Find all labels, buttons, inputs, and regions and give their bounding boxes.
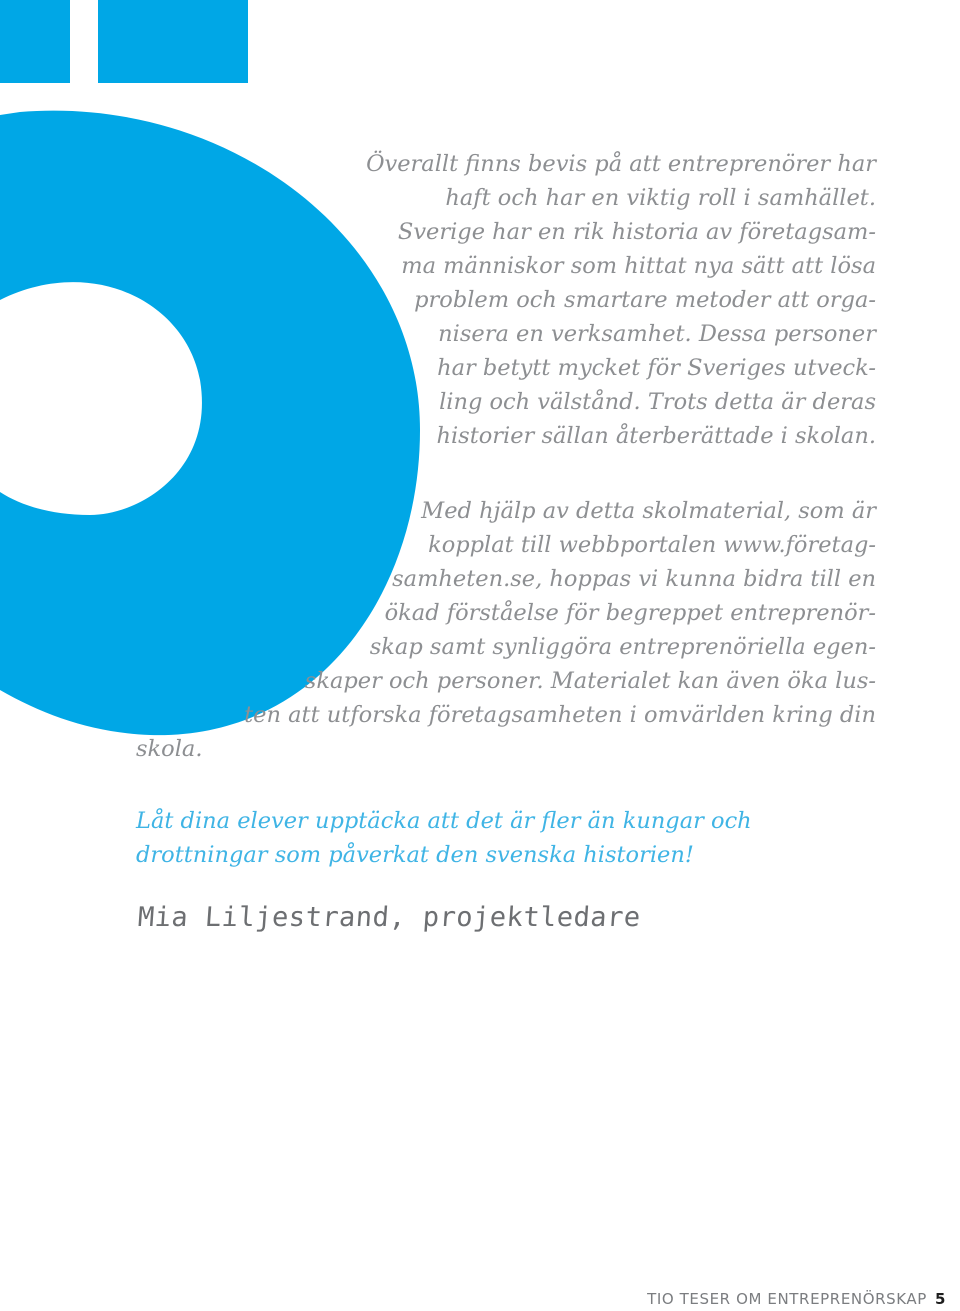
body-line: ten att utforska företagsamheten i omvärlden kring din [244,702,876,728]
body-line: skola. [136,736,203,762]
intro-paragraph [0,147,876,457]
page-number: 5 [934,1290,946,1308]
page-footer [647,1290,946,1308]
intro-line: problem och smartare metoder att orga- [414,287,876,313]
signature: Mia Liljestrand, projektledare [136,902,642,933]
callout-line: Låt dina elever upptäcka att det är fler än kungar och [136,808,752,834]
body-line: samheten.se, hoppas vi kunna bidra till en [392,566,876,592]
body-line: kopplat till webbportalen www.företag- [428,532,876,558]
umlaut-dot-left [0,0,70,83]
intro-line: har betytt mycket för Sveriges utveck- [437,355,876,381]
body-line: Med hjälp av detta skolmaterial, som är [421,498,876,524]
umlaut-dot-right [98,0,248,83]
intro-line: nisera en verksamhet. Dessa personer [438,321,876,347]
intro-line: Sverige har en rik historia av företagsam- [397,219,876,245]
footer-title: TIO TESER OM ENTREPRENÖRSKAP [647,1290,927,1308]
body-line: skaper och personer. Materialet kan även öka lus- [304,668,876,694]
intro-line: ling och välstånd. Trots detta är deras [439,389,876,415]
body-line: skap samt synliggöra entreprenöriella egen- [369,634,876,660]
intro-line: ma människor som hittat nya sätt att lösa [401,253,876,279]
intro-line: historier sällan återberättade i skolan. [436,423,876,449]
intro-line: Överallt finns bevis på att entreprenörer har [366,151,876,177]
body-line: ökad förståelse för begreppet entreprenör- [384,600,876,626]
body-paragraph [0,494,876,774]
callout-line: drottningar som påverkat den svenska historien! [136,842,694,868]
intro-line: haft och har en viktig roll i samhället. [445,185,876,211]
